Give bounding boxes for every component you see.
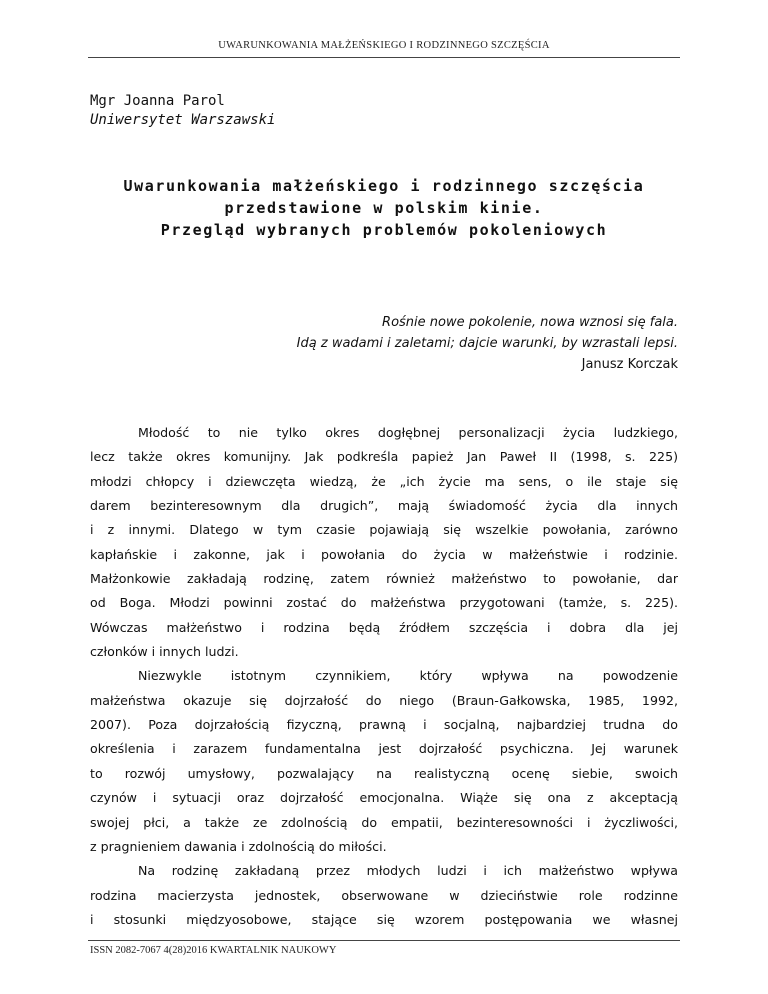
text-line: i z innymi. Dlatego w tym czasie pojawiają się wszelkie powołania, zarówno — [90, 522, 678, 538]
text-line: Wówczas małżeństwo i rodzina będą źródłem szczęścia i dobra dla jej — [90, 619, 678, 635]
text-line: małżeństwa okazuje się dojrzałość do niego (Braun-Gałkowska, 1985, 1992, — [90, 692, 678, 708]
title-line: Uwarunkowania małżeńskiego i rodzinnego szczęścia — [123, 177, 645, 195]
text-line: kapłańskie i zakonne, jak i powołania do życia w małżeństwie i rodzinie. — [90, 546, 678, 562]
text-line: członków i innych ludzi. — [90, 644, 239, 660]
text-line: Małżonkowie zakładają rodzinę, zatem również małżeństwo to powołanie, dar — [90, 571, 678, 587]
author-name: Mgr Joanna Parol — [90, 93, 225, 109]
running-footer: ISSN 2082-7067 4(28)2016 KWARTALNIK NAUKOWY — [90, 945, 337, 956]
header-divider — [88, 57, 680, 58]
text-line: Młodość to nie tylko okres dogłębnej personalizacji życia ludzkiego, — [138, 425, 678, 440]
text-line: Na rodzinę zakładaną przez młodych ludzi i ich małżeństwo wpływa — [138, 863, 678, 879]
text-line: darem bezinteresownym dla drugich”, mają świadomość życia dla innych — [90, 498, 678, 514]
text-line: to rozwój umysłowy, pozwalający na realistyczną ocenę siebie, swoich — [90, 765, 678, 781]
footer-divider — [88, 940, 680, 941]
article-title — [88, 175, 680, 241]
text-line: młodzi chłopcy i dziewczęta wiedzą, że „ich życie ma sens, o ile staje się — [90, 473, 678, 489]
text-line: z pragnieniem dawania i zdolnością do miłości. — [90, 838, 387, 854]
author-affiliation: Uniwersytet Warszawski — [90, 112, 276, 128]
title-line: Przegląd wybranych problemów pokoleniowych — [160, 221, 608, 239]
text-line: 2007). Poza dojrzałością fizyczną, prawną i socjalną, najbardziej trudna do — [90, 717, 678, 733]
text-line: swojej płci, a także ze zdolnością do empatii, bezinteresowności i życzliwości, — [90, 814, 678, 830]
text-line: rodzina macierzysta jednostek, obserwowane w dzieciństwie role rodzinne — [90, 887, 678, 903]
text-line: i stosunki międzyosobowe, stające się wzorem postępowania we własnej — [90, 911, 678, 927]
text-line: lecz także okres komunijny. Jak podkreśla papież Jan Paweł II (1998, s. 225) — [90, 449, 678, 465]
epigraph-line: Idą z wadami i zaletami; dajcie warunki, by wzrastali lepsi. — [296, 336, 678, 351]
body-text — [90, 421, 678, 932]
running-header: UWARUNKOWANIA MAŁŻEŃSKIEGO I RODZINNEGO SZCZĘŚCIA — [218, 40, 550, 51]
text-line: Niezwykle istotnym czynnikiem, który wpływa na powodzenie — [138, 668, 678, 684]
text-line: czynów i sytuacji oraz dojrzałość emocjonalna. Wiąże się ona z akceptacją — [90, 790, 678, 806]
epigraph-line: Rośnie nowe pokolenie, nowa wznosi się fala. — [382, 315, 678, 330]
epigraph-attribution: Janusz Korczak — [581, 357, 678, 372]
text-line: od Boga. Młodzi powinni zostać do małżeństwa przygotowani (tamże, s. 225). — [90, 595, 678, 611]
title-line: przedstawione w polskim kinie. — [224, 199, 544, 217]
author-block — [90, 92, 275, 130]
epigraph — [297, 312, 678, 375]
text-line: określenia i zarazem fundamentalna jest dojrzałość psychiczna. Jej warunek — [90, 741, 678, 757]
